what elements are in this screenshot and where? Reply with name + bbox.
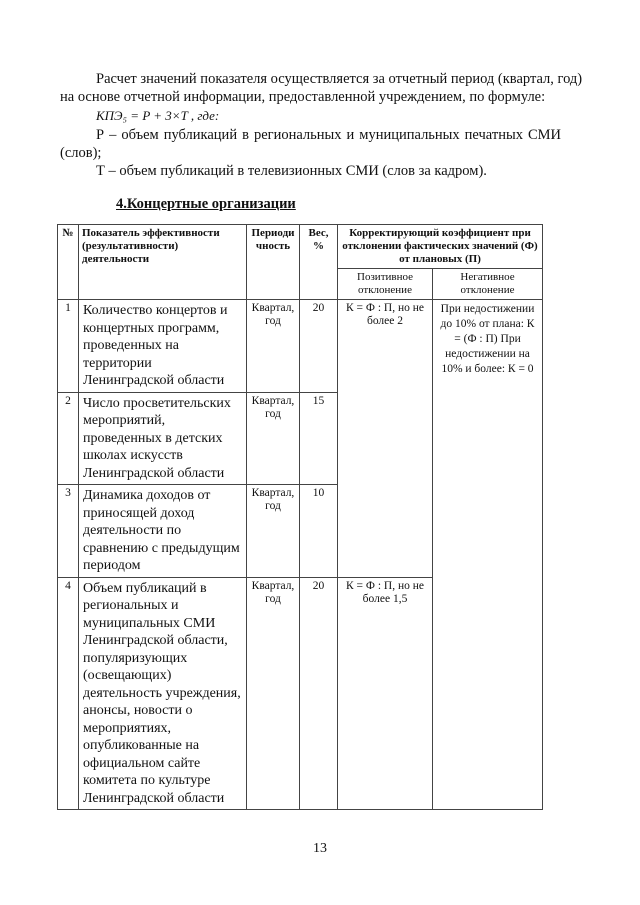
row-num: 2 (58, 392, 79, 485)
row-weight: 20 (300, 300, 338, 393)
row-positive: К = Ф : П, но не более 1,5 (338, 577, 433, 810)
row-period: Квартал, год (247, 577, 300, 810)
section-title: 4.Концертные организации (116, 196, 296, 212)
intro-line-2: на основе отчетной информации, предоставленной учреждением, по формуле: (60, 89, 546, 105)
formula: КПЭ₅ = P + 3×T , где: (96, 108, 220, 123)
header-weight: Вес, % (300, 225, 338, 300)
p-definition-cont: (слов); (60, 145, 102, 161)
header-period: Периоди чность (247, 225, 300, 300)
row-indicator: Динамика доходов от приносящей доход деятельности по сравнению с предыдущим периодом (79, 485, 247, 578)
row-indicator: Число просветительских мероприятий, проведенных в детских школах искусств Ленинградской области (79, 392, 247, 485)
row-indicator: Объем публикаций в региональных и муниципальных СМИ Ленинградской области, популяризующих (освещающих) деятельность учреждения, анонсы, новости о мероприятиях, опубликованные на официальном сайте комитета по культуре Ленинградской области (79, 577, 247, 810)
table-row (58, 300, 543, 393)
header-indicator: Показатель эффективности (результативности) деятельности (79, 225, 247, 300)
header-positive: Позитивное отклонение (338, 269, 433, 300)
row-period: Квартал, год (247, 485, 300, 578)
row-weight: 20 (300, 577, 338, 810)
t-definition: Т – объем публикаций в телевизионных СМИ (слов за кадром). (96, 163, 487, 179)
header-negative: Негативное отклонение (433, 269, 543, 300)
row-period: Квартал, год (247, 392, 300, 485)
row-num: 3 (58, 485, 79, 578)
kpi-table (57, 224, 543, 810)
row-weight: 15 (300, 392, 338, 485)
header-coefficient: Корректирующий коэффициент при отклонении фактических значений (Ф) от плановых (П) (338, 225, 543, 269)
row-num: 1 (58, 300, 79, 393)
row-weight: 10 (300, 485, 338, 578)
header-num: № (58, 225, 79, 300)
row-period: Квартал, год (247, 300, 300, 393)
page-number: 13 (313, 841, 327, 856)
intro-line-1: Расчет значений показателя осуществляется за отчетный период (квартал, год) (96, 71, 583, 87)
row-indicator: Количество концертов и концертных программ, проведенных на территории Ленинградской области (79, 300, 247, 393)
row-positive: К = Ф : П, но не более 2 (338, 300, 433, 578)
p-definition: Р – объем публикаций в региональных и муниципальных печатных СМИ (96, 127, 561, 143)
negative-deviation: При недостижении до 10% от плана: К = (Ф : П) При недостижении на 10% и более: К = 0 (433, 300, 543, 810)
row-num: 4 (58, 577, 79, 810)
